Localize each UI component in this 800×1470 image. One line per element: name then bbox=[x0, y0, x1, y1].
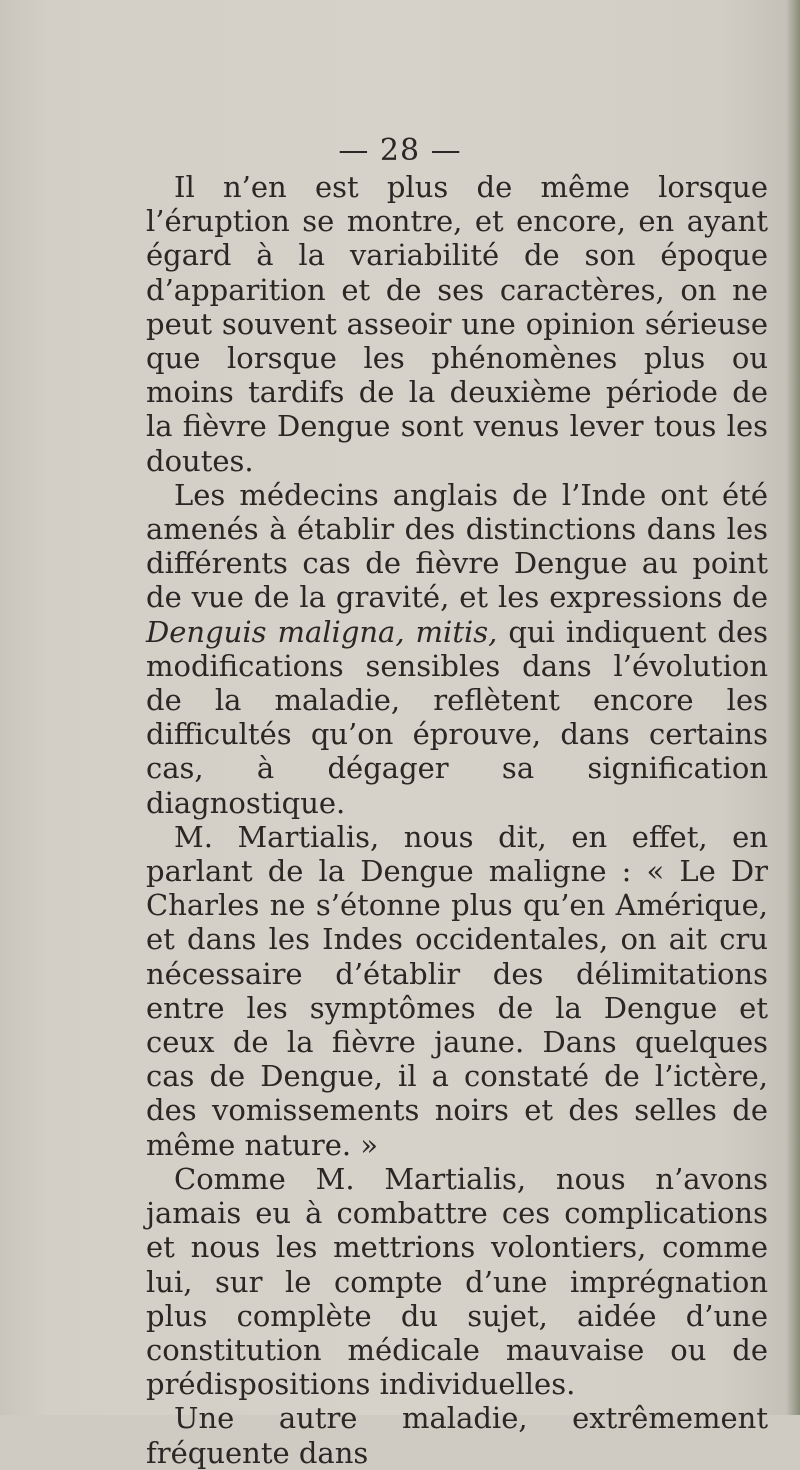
paragraph-5: Une autre maladie, extrêmement fréquente dans bbox=[146, 1401, 768, 1470]
paragraph-4: Comme M. Martialis, nous n’avons jamais eu à combattre ces complications et nous les mettrions volontiers, comme lui, sur le compte d’une imprégnation plus complète du sujet, aidée d’une constitution médicale mauvaise ou de prédispositions individuelles. bbox=[146, 1161, 768, 1402]
body-text bbox=[146, 170, 768, 1470]
paragraph-2 bbox=[146, 478, 768, 820]
paragraph-1: Il n’en est plus de même lorsque l’éruption se montre, et encore, en ayant égard à la variabilité de son époque d’apparition et de ses caractères, on ne peut souvent asseoir une opinion sérieuse que lorsque les phénomènes plus ou moins tardifs de la deuxième période de la fièvre Dengue sont venus lever tous les doutes. bbox=[146, 170, 768, 478]
page-edge-shadow bbox=[786, 0, 800, 1415]
paragraph-2-text: Les médecins anglais de l’Inde ont été amenés à établir des distinctions dans les différents cas de fièvre Dengue au point de vue de la gravité, et les expressions de bbox=[146, 477, 768, 615]
paragraph-3: M. Martialis, nous dit, en effet, en parlant de la Dengue maligne : « Le Dr Charles ne s’étonne plus qu’en Amérique, et dans les Indes occidentales, on ait cru nécessaire d’établir des délimitations entre les symptômes de la Dengue et ceux de la fièvre jaune. Dans quelques cas de Dengue, il a constaté de l’ictère, des vomissements noirs et des selles de même nature. » bbox=[146, 819, 768, 1162]
page-number: — 28 — bbox=[338, 133, 462, 168]
paragraph-2-text-end: qui indiquent des modifications sensibles dans l’évolution de la maladie, reflètent encore les difficultés qu’on éprouve, dans certains cas, à dégager sa signification diagnostique. bbox=[146, 614, 769, 820]
paragraph-2-italic: Denguis maligna, mitis, bbox=[146, 614, 498, 649]
